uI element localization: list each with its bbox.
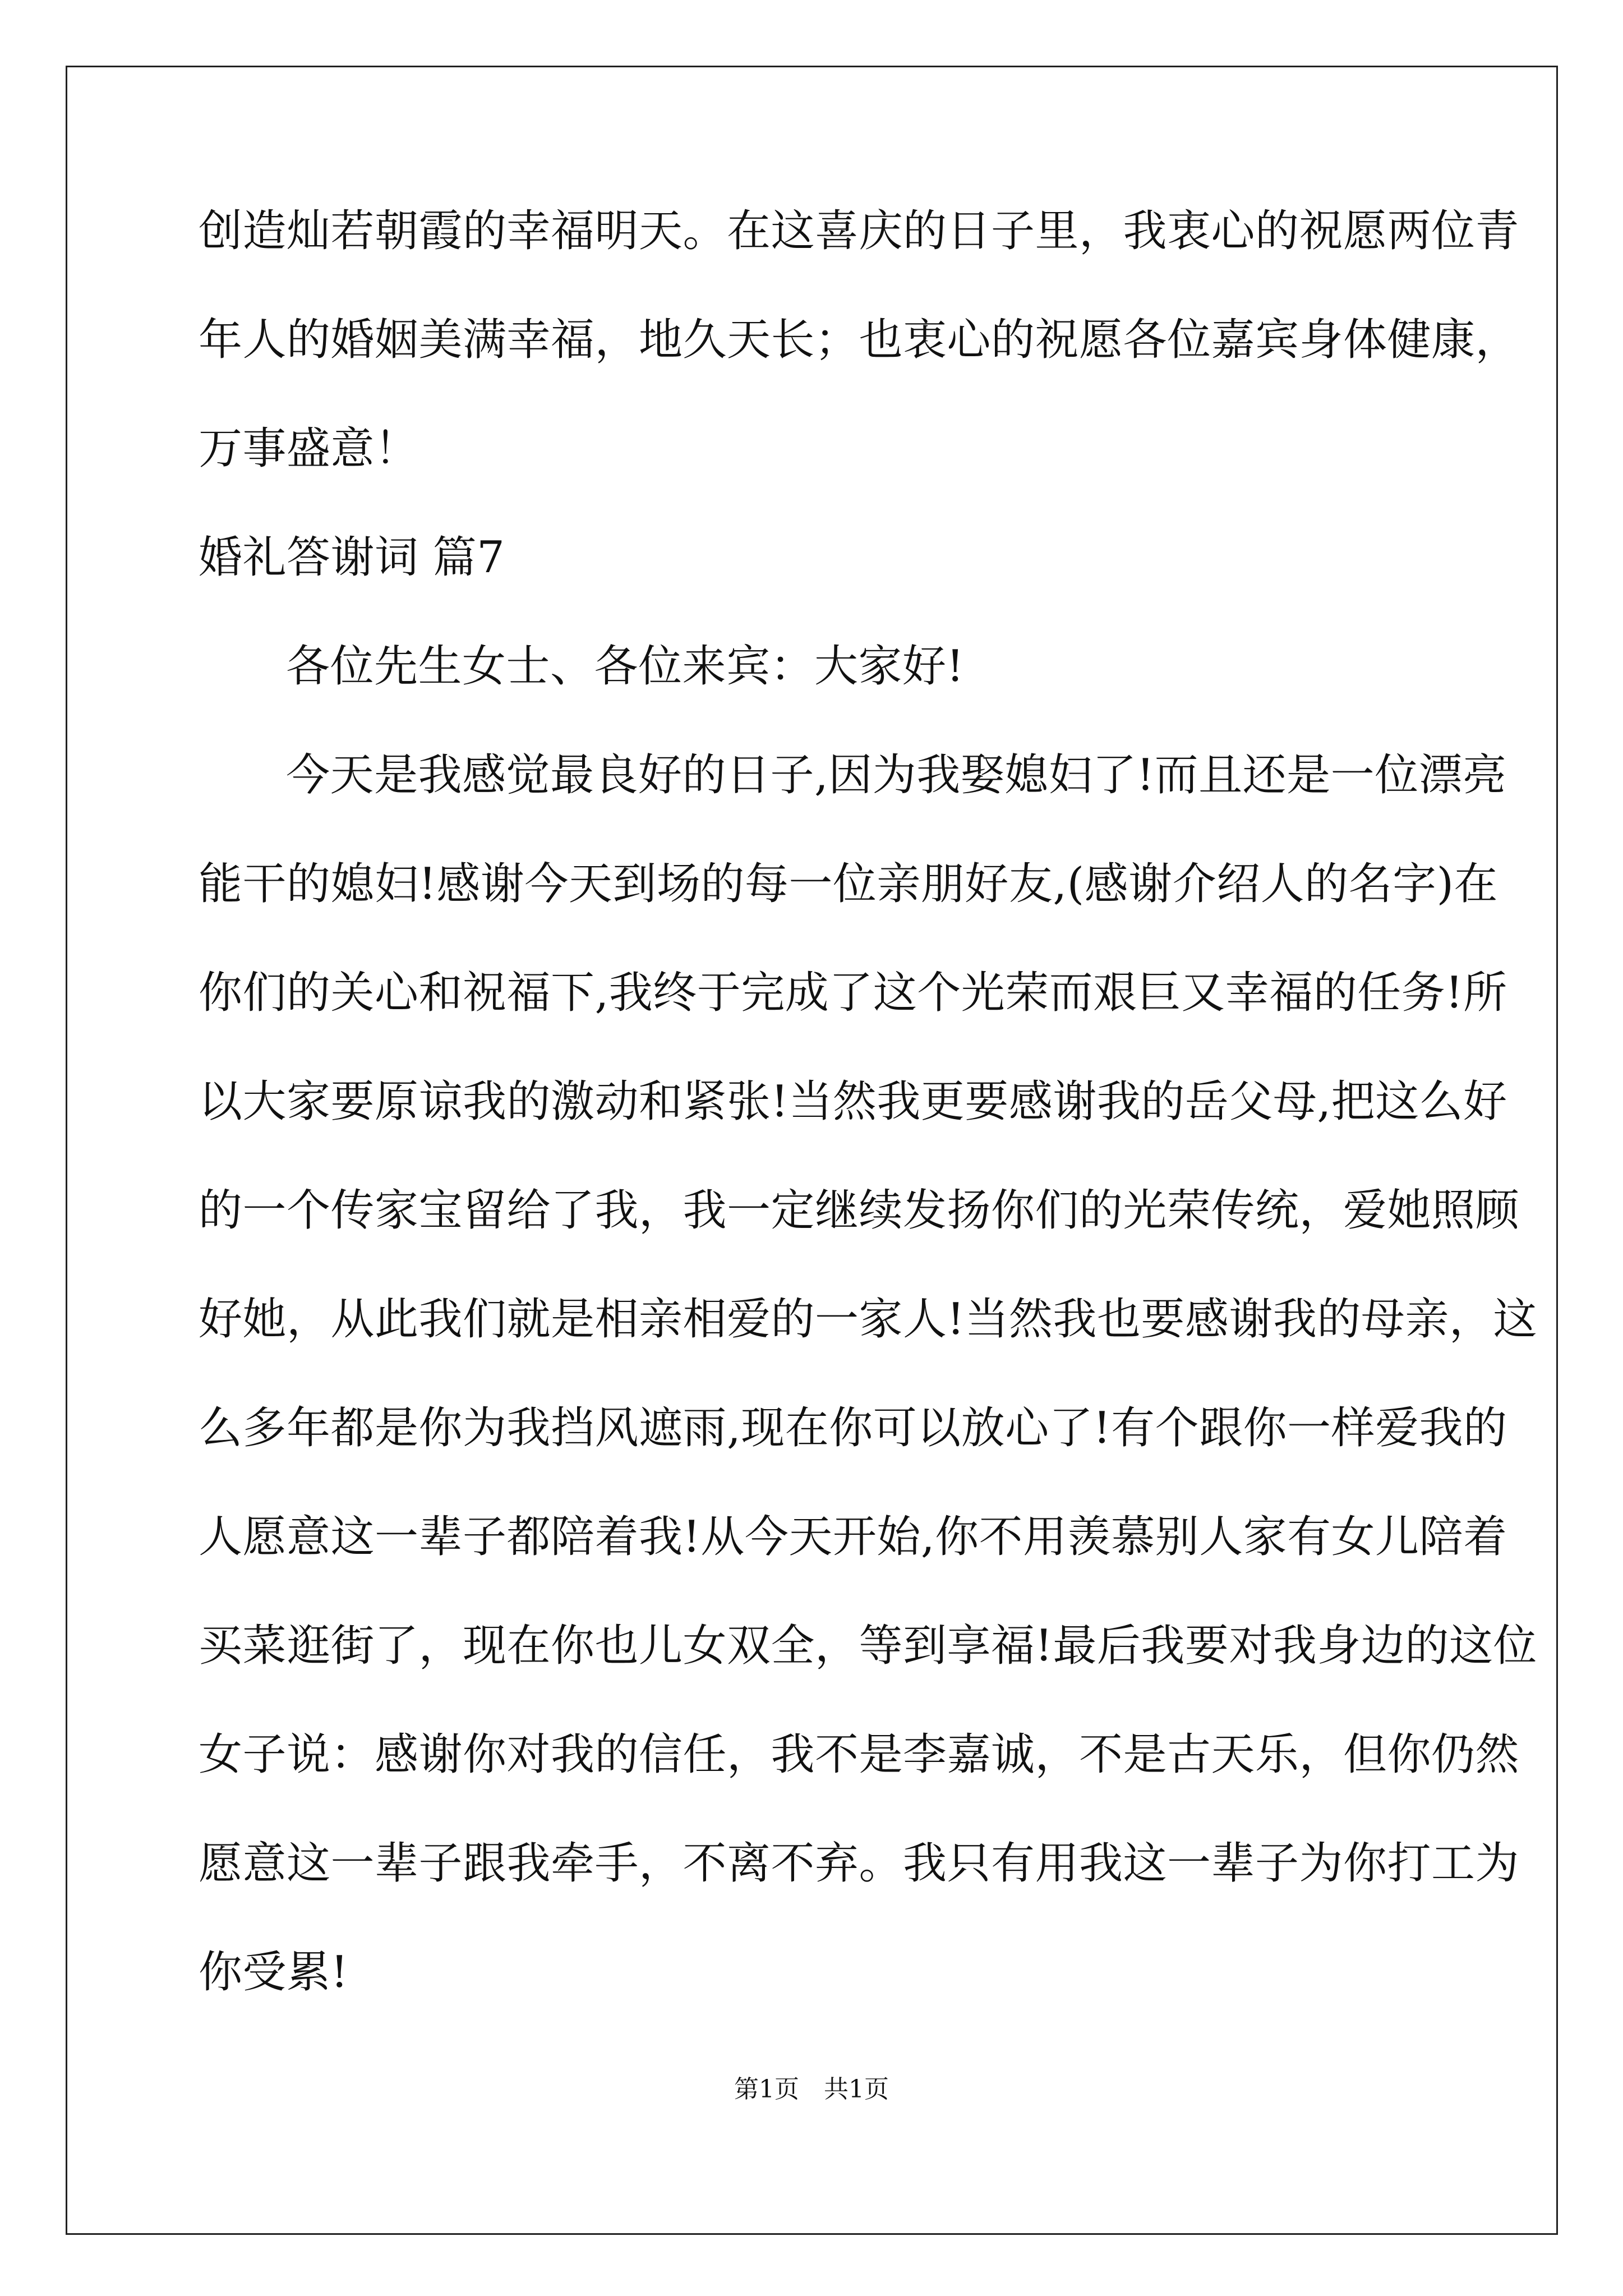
body-line: 年人的婚姻美满幸福，地久天长；也衷心的祝愿各位嘉宾身体健康， [199, 315, 1520, 365]
body-line: 女子说：感谢你对我的信任，我不是李嘉诚，不是古天乐，但你仍然 [199, 1729, 1520, 1780]
body-line: 能干的媳妇!感谢今天到场的每一位亲朋好友,(感谢介绍人的名字)在 [199, 859, 1498, 909]
section-heading: 婚礼答谢词 篇7 [199, 532, 505, 583]
body-line: 你受累! [199, 1947, 349, 1998]
page-footer: 第1页 共1页 [734, 2075, 889, 2104]
body-line: 么多年都是你为我挡风遮雨,现在你可以放心了!有个跟你一样爱我的 [199, 1403, 1507, 1453]
document-body [199, 203, 1537, 2053]
body-line: 万事盛意！ [199, 424, 419, 474]
body-line: 创造灿若朝霞的幸福明天。在这喜庆的日子里，我衷心的祝愿两位青 [199, 206, 1520, 256]
body-line: 买菜逛街了，现在你也儿女双全，等到享福!最后我要对我身边的这位 [199, 1621, 1537, 1671]
body-line: 你们的关心和祝福下,我终于完成了这个光荣而艰巨又幸福的任务!所 [199, 968, 1507, 1018]
body-line: 的一个传家宝留给了我，我一定继续发扬你们的光荣传统，爱她照顾 [199, 1185, 1520, 1236]
salutation: 各位先生女士、各位来宾：大家好! [286, 641, 965, 692]
body-line: 愿意这一辈子跟我牵手，不离不弃。我只有用我这一辈子为你打工为 [199, 1838, 1520, 1889]
body-line: 今天是我感觉最良好的日子,因为我娶媳妇了!而且还是一位漂亮 [286, 750, 1507, 800]
body-line: 以大家要原谅我的激动和紧张!当然我更要感谢我的岳父母,把这么好 [199, 1076, 1507, 1127]
body-line: 人愿意这一辈子都陪着我!从今天开始,你不用羡慕别人家有女儿陪着 [199, 1512, 1507, 1562]
body-line: 好她，从此我们就是相亲相爱的一家人!当然我也要感谢我的母亲，这 [199, 1294, 1537, 1345]
